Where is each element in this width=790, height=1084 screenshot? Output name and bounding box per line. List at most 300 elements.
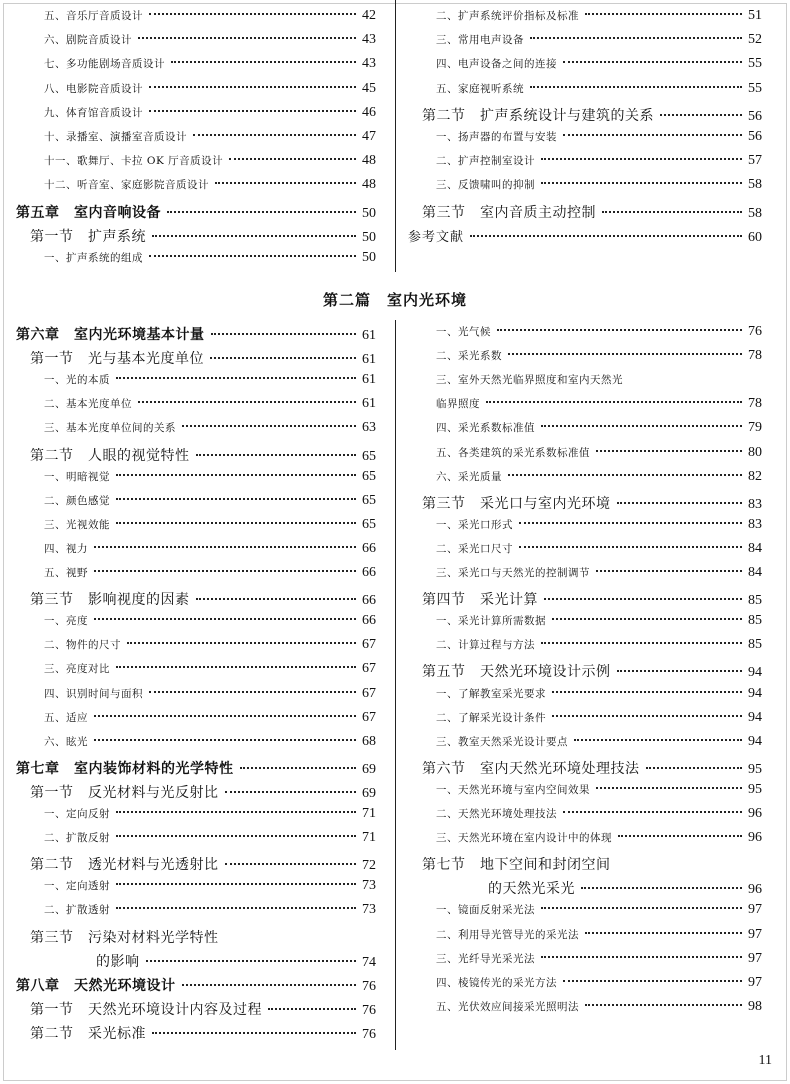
toc-entry[interactable] bbox=[408, 710, 762, 726]
toc-entry[interactable] bbox=[16, 951, 376, 971]
dot-leader bbox=[660, 114, 742, 116]
toc-entry[interactable] bbox=[408, 129, 762, 145]
toc-entry-page: 45 bbox=[362, 80, 376, 96]
toc-entry-title: 四、采光系数标准值 bbox=[436, 422, 535, 435]
toc-entry-page: 58 bbox=[748, 177, 762, 193]
dot-leader bbox=[149, 13, 356, 15]
toc-entry-page: 76 bbox=[748, 324, 762, 339]
dot-leader bbox=[617, 670, 743, 672]
dot-leader bbox=[149, 255, 356, 257]
toc-entry-title: 一、天然光环境与室内空间效果 bbox=[436, 783, 590, 796]
toc-entry-page: 74 bbox=[362, 954, 376, 970]
toc-entry[interactable] bbox=[16, 661, 376, 677]
toc-entry-page: 63 bbox=[362, 420, 376, 436]
toc-entry[interactable] bbox=[16, 589, 376, 609]
toc-entry[interactable] bbox=[408, 661, 762, 681]
toc-entry[interactable] bbox=[16, 1023, 376, 1043]
toc-entry-title: 四、棱镜传光的采光方法 bbox=[436, 976, 557, 989]
toc-entry-page: 84 bbox=[748, 565, 762, 580]
toc-entry[interactable] bbox=[408, 493, 762, 513]
toc-entry[interactable] bbox=[408, 854, 762, 874]
toc-entry[interactable] bbox=[408, 8, 762, 24]
toc-entry[interactable] bbox=[16, 420, 376, 436]
toc-entry-page: 51 bbox=[748, 8, 762, 23]
toc-entry-title: 二、采光口尺寸 bbox=[436, 542, 513, 555]
toc-entry-title: 第四节 采光计算 bbox=[422, 592, 538, 609]
toc-entry[interactable] bbox=[408, 517, 762, 533]
toc-entry[interactable] bbox=[408, 32, 762, 48]
toc-entry-title: 一、定向透射 bbox=[44, 880, 110, 893]
toc-entry-title: 第三节 影响视度的因素 bbox=[30, 592, 190, 609]
toc-entry[interactable] bbox=[16, 129, 376, 145]
toc-entry[interactable] bbox=[408, 878, 762, 898]
toc-entry-title: 三、基本光度单位间的关系 bbox=[44, 422, 176, 435]
dot-leader bbox=[127, 642, 356, 644]
dot-leader bbox=[596, 450, 742, 452]
toc-entry-title: 第三节 采光口与室内光环境 bbox=[422, 495, 611, 512]
toc-entry-page: 65 bbox=[362, 468, 376, 484]
toc-entry-title: 三、光纤导光采光法 bbox=[436, 952, 535, 965]
toc-entry[interactable] bbox=[16, 348, 376, 368]
toc-entry-page: 97 bbox=[748, 902, 762, 918]
toc-entry[interactable] bbox=[16, 999, 376, 1019]
dot-leader bbox=[563, 134, 742, 136]
toc-entry[interactable] bbox=[16, 686, 376, 702]
toc-entry[interactable] bbox=[16, 565, 376, 581]
toc-entry[interactable] bbox=[408, 105, 762, 125]
toc-entry-title: 的天然光采光 bbox=[488, 881, 575, 898]
toc-entry-page: 94 bbox=[748, 733, 762, 749]
dot-leader bbox=[196, 454, 357, 456]
toc-entry-title: 三、采光口与天然光的控制调节 bbox=[436, 567, 590, 579]
toc-entry[interactable] bbox=[408, 637, 762, 653]
toc-entry-page: 78 bbox=[748, 396, 762, 412]
toc-entry[interactable] bbox=[16, 324, 376, 344]
toc-entry-title: 六、眩光 bbox=[44, 735, 88, 748]
dot-leader bbox=[196, 598, 357, 600]
toc-entry-page: 80 bbox=[748, 444, 762, 460]
toc-entry-page: 76 bbox=[362, 978, 376, 994]
toc-entry-title: 一、采光口形式 bbox=[436, 518, 513, 531]
toc-entry-title: 四、视力 bbox=[44, 542, 88, 555]
dot-leader bbox=[149, 110, 356, 112]
toc-entry[interactable] bbox=[16, 469, 376, 485]
toc-entry[interactable] bbox=[408, 613, 762, 629]
toc-entry-title: 六、采光质量 bbox=[436, 470, 502, 483]
toc-entry[interactable] bbox=[16, 710, 376, 726]
toc-entry[interactable] bbox=[408, 372, 762, 387]
dot-leader bbox=[519, 546, 742, 548]
toc-entry-page: 61 bbox=[362, 372, 376, 388]
toc-entry[interactable] bbox=[16, 202, 376, 222]
toc-entry[interactable] bbox=[16, 81, 376, 97]
toc-entry[interactable] bbox=[16, 396, 376, 412]
toc-entry-title: 一、亮度 bbox=[44, 615, 88, 628]
toc-entry[interactable] bbox=[16, 250, 376, 266]
toc-entry[interactable] bbox=[16, 226, 376, 246]
toc-entry[interactable] bbox=[16, 975, 376, 995]
toc-entry-title: 一、采光计算所需数据 bbox=[436, 615, 546, 628]
toc-entry-page: 76 bbox=[362, 1026, 376, 1042]
dot-leader bbox=[116, 522, 356, 524]
toc-entry-page: 48 bbox=[362, 153, 376, 169]
toc-entry-title: 二、颜色感觉 bbox=[44, 494, 110, 507]
toc-entry-page: 67 bbox=[362, 685, 376, 701]
part-title: 第二篇 室内光环境 bbox=[322, 291, 467, 309]
toc-entry-page: 66 bbox=[362, 593, 376, 609]
toc-entry-page: 85 bbox=[748, 637, 762, 653]
toc-entry-page: 43 bbox=[362, 32, 376, 48]
dot-leader bbox=[116, 907, 356, 909]
toc-entry[interactable] bbox=[408, 469, 762, 485]
toc-entry-page: 94 bbox=[748, 685, 762, 701]
toc-entry-page: 42 bbox=[362, 8, 376, 23]
dot-leader bbox=[596, 570, 742, 572]
toc-entry-page: 73 bbox=[362, 902, 376, 918]
dot-leader bbox=[617, 502, 743, 504]
toc-entry[interactable] bbox=[408, 56, 762, 72]
toc-entry-title: 第二节 透光材料与光透射比 bbox=[30, 857, 219, 874]
toc-entry[interactable] bbox=[16, 372, 376, 388]
dot-leader bbox=[470, 235, 742, 237]
toc-entry-title: 第二节 扩声系统设计与建筑的关系 bbox=[422, 107, 654, 124]
toc-entry-title: 五、音乐厅音质设计 bbox=[44, 10, 143, 22]
toc-entry-page: 58 bbox=[748, 205, 762, 221]
toc-entry-page: 61 bbox=[362, 396, 376, 412]
toc-entry-title: 六、剧院音质设计 bbox=[44, 34, 132, 47]
toc-entry-title: 一、扩声系统的组成 bbox=[44, 252, 143, 264]
toc-entry[interactable] bbox=[16, 445, 376, 465]
toc-entry[interactable] bbox=[408, 348, 762, 364]
dot-leader bbox=[541, 642, 742, 644]
toc-entry-title: 第一节 光与基本光度单位 bbox=[30, 351, 204, 368]
dot-leader bbox=[563, 980, 742, 982]
toc-entry[interactable] bbox=[408, 951, 762, 967]
toc-entry-title: 五、视野 bbox=[44, 567, 88, 579]
dot-leader bbox=[581, 887, 742, 889]
toc-entry-title: 二、扩散透射 bbox=[44, 904, 110, 917]
toc-entry-title: 一、镜面反射采光法 bbox=[436, 904, 535, 917]
toc-entry-page: 68 bbox=[362, 733, 376, 749]
toc-entry[interactable] bbox=[16, 927, 376, 947]
toc-entry-page: 50 bbox=[362, 205, 376, 221]
dot-leader bbox=[182, 984, 357, 986]
toc-entry[interactable] bbox=[408, 975, 762, 991]
toc-entry-title: 三、天然光环境在室内设计中的体现 bbox=[436, 832, 612, 845]
toc-entry-page: 60 bbox=[748, 229, 762, 245]
toc-entry[interactable] bbox=[408, 565, 762, 581]
dot-leader bbox=[225, 863, 357, 865]
toc-entry-title: 二、了解采光设计条件 bbox=[436, 711, 546, 724]
toc-entry[interactable] bbox=[408, 806, 762, 822]
toc-entry-page: 97 bbox=[748, 974, 762, 990]
toc-entry[interactable] bbox=[408, 782, 762, 798]
toc-entry-title: 二、扩散反射 bbox=[44, 832, 110, 845]
dot-leader bbox=[508, 474, 742, 476]
dot-leader bbox=[215, 182, 356, 184]
dot-leader bbox=[497, 329, 742, 331]
dot-leader bbox=[146, 960, 357, 962]
toc-entry-page: 69 bbox=[362, 785, 376, 801]
toc-entry-page: 85 bbox=[748, 593, 762, 609]
toc-entry-title: 一、定向反射 bbox=[44, 808, 110, 820]
dot-leader bbox=[138, 401, 356, 403]
toc-entry-page: 97 bbox=[748, 926, 762, 942]
toc-entry-title: 第八章 天然光环境设计 bbox=[16, 977, 176, 994]
dot-leader bbox=[94, 715, 356, 717]
toc-entry[interactable] bbox=[408, 541, 762, 557]
toc-entry-page: 73 bbox=[362, 878, 376, 894]
toc-entry[interactable] bbox=[408, 396, 762, 412]
toc-entry-page: 46 bbox=[362, 104, 376, 120]
toc-entry[interactable] bbox=[16, 734, 376, 750]
toc-entry-page: 94 bbox=[748, 665, 762, 681]
dot-leader bbox=[149, 691, 356, 693]
toc-entry-title: 二、扩声控制室设计 bbox=[436, 155, 535, 168]
toc-entry-title: 三、亮度对比 bbox=[44, 663, 110, 676]
toc-entry-title: 一、光气候 bbox=[436, 326, 491, 338]
toc-entry-title: 一、了解教室采光要求 bbox=[436, 687, 546, 700]
toc-entry-title: 一、明暗视觉 bbox=[44, 470, 110, 483]
toc-entry[interactable] bbox=[16, 806, 376, 822]
dot-leader bbox=[268, 1008, 356, 1010]
toc-entry-title: 四、电声设备之间的连接 bbox=[436, 58, 557, 71]
toc-entry-page: 96 bbox=[748, 806, 762, 821]
toc-entry[interactable] bbox=[408, 420, 762, 436]
toc-entry-page: 94 bbox=[748, 709, 762, 725]
toc-entry-page: 55 bbox=[748, 56, 762, 72]
toc-entry[interactable] bbox=[16, 153, 376, 169]
dot-leader bbox=[541, 425, 742, 427]
toc-entry[interactable] bbox=[408, 324, 762, 340]
toc-entry-title: 第五节 天然光环境设计示例 bbox=[422, 664, 611, 681]
toc-entry-page: 78 bbox=[748, 348, 762, 364]
toc-entry[interactable] bbox=[408, 927, 762, 943]
toc-entry-page: 67 bbox=[362, 709, 376, 725]
toc-entry-page: 83 bbox=[748, 496, 762, 512]
toc-entry[interactable] bbox=[16, 878, 376, 894]
dot-leader bbox=[596, 787, 742, 789]
toc-entry[interactable] bbox=[408, 202, 762, 222]
toc-entry[interactable] bbox=[408, 830, 762, 846]
dot-leader bbox=[152, 1032, 356, 1034]
toc-entry-page: 61 bbox=[362, 328, 376, 343]
toc-entry[interactable] bbox=[408, 153, 762, 169]
toc-entry[interactable] bbox=[16, 493, 376, 509]
toc-entry[interactable] bbox=[408, 445, 762, 461]
dot-leader bbox=[116, 811, 356, 813]
toc-entry[interactable] bbox=[408, 226, 762, 246]
toc-entry-page: 97 bbox=[748, 950, 762, 966]
dot-leader bbox=[541, 158, 742, 160]
toc-entry-title: 七、多功能剧场音质设计 bbox=[44, 58, 165, 71]
toc-entry-page: 52 bbox=[748, 32, 762, 48]
dot-leader bbox=[94, 570, 356, 572]
toc-entry-page: 43 bbox=[362, 56, 376, 72]
dot-leader bbox=[541, 956, 742, 958]
dot-leader bbox=[530, 86, 742, 88]
toc-entry[interactable] bbox=[16, 8, 376, 24]
toc-entry-title: 二、采光系数 bbox=[436, 350, 502, 363]
toc-entry-title: 二、天然光环境处理技法 bbox=[436, 808, 557, 820]
toc-entry-page: 61 bbox=[362, 352, 376, 368]
toc-entry-title: 二、计算过程与方法 bbox=[436, 639, 535, 652]
toc-entry[interactable] bbox=[16, 758, 376, 778]
toc-entry-title: 第七节 地下空间和封闭空间 bbox=[422, 857, 611, 874]
toc-entry[interactable] bbox=[16, 105, 376, 121]
dot-leader bbox=[211, 333, 357, 335]
toc-entry-page: 95 bbox=[748, 761, 762, 777]
dot-leader bbox=[602, 211, 742, 213]
toc-entry-page: 67 bbox=[362, 637, 376, 653]
toc-entry-title: 十二、听音室、家庭影院音质设计 bbox=[44, 179, 209, 192]
toc-entry-title: 第七章 室内装饰材料的光学特性 bbox=[16, 760, 234, 777]
toc-entry-title: 第五章 室内音响设备 bbox=[16, 204, 161, 221]
toc-entry-title: 三、教室天然采光设计要点 bbox=[436, 735, 568, 748]
dot-leader bbox=[116, 498, 356, 500]
toc-entry-page: 55 bbox=[748, 80, 762, 96]
toc-entry-title: 四、识别时间与面积 bbox=[44, 687, 143, 700]
toc-entry-title: 五、各类建筑的采光系数标准值 bbox=[436, 446, 590, 459]
dot-leader bbox=[541, 907, 742, 909]
toc-entry-page: 71 bbox=[362, 830, 376, 846]
toc-entry[interactable] bbox=[16, 517, 376, 533]
toc-entry[interactable] bbox=[16, 782, 376, 802]
dot-leader bbox=[116, 666, 356, 668]
dot-leader bbox=[116, 377, 356, 379]
toc-entry-page: 65 bbox=[362, 516, 376, 532]
toc-entry-page: 72 bbox=[362, 858, 376, 874]
dot-leader bbox=[167, 211, 356, 213]
toc-entry-title: 第一节 反光材料与光反射比 bbox=[30, 784, 219, 801]
toc-entry-title: 参考文献 bbox=[408, 229, 465, 245]
toc-entry[interactable] bbox=[16, 854, 376, 874]
toc-entry[interactable] bbox=[16, 32, 376, 48]
toc-entry-title: 一、光的本质 bbox=[44, 374, 110, 387]
dot-leader bbox=[94, 739, 356, 741]
toc-entry-title: 五、家庭视听系统 bbox=[436, 82, 524, 95]
dot-leader bbox=[519, 522, 742, 524]
toc-entry-page: 47 bbox=[362, 129, 376, 144]
dot-leader bbox=[552, 715, 742, 717]
dot-leader bbox=[646, 767, 743, 769]
toc-entry[interactable] bbox=[408, 734, 762, 750]
dot-leader bbox=[508, 353, 742, 355]
dot-leader bbox=[585, 932, 742, 934]
toc-entry-page: 82 bbox=[748, 468, 762, 484]
toc-entry-title: 九、体育馆音质设计 bbox=[44, 106, 143, 119]
toc-entry[interactable] bbox=[408, 902, 762, 918]
column-divider-top bbox=[395, 0, 396, 272]
dot-leader bbox=[585, 13, 742, 15]
toc-entry-page: 48 bbox=[362, 177, 376, 193]
toc-entry-page: 76 bbox=[362, 1002, 376, 1018]
toc-entry-page: 66 bbox=[362, 613, 376, 629]
toc-entry-page: 66 bbox=[362, 540, 376, 556]
toc-entry-page: 65 bbox=[362, 448, 376, 464]
toc-entry[interactable] bbox=[408, 999, 762, 1015]
toc-entry-page: 98 bbox=[748, 998, 762, 1014]
toc-entry[interactable] bbox=[408, 686, 762, 702]
toc-entry-title: 一、扬声器的布置与安装 bbox=[436, 131, 557, 143]
toc-entry-page: 56 bbox=[748, 108, 762, 124]
dot-leader bbox=[193, 134, 356, 136]
toc-entry-title: 十一、歌舞厅、卡拉 OK 厅音质设计 bbox=[44, 155, 224, 168]
toc-entry-page: 79 bbox=[748, 420, 762, 436]
toc-entry-title: 第三节 室内音质主动控制 bbox=[422, 204, 596, 221]
dot-leader bbox=[225, 791, 357, 793]
toc-entry-page: 56 bbox=[748, 129, 762, 144]
toc-entry-title: 二、利用导光管导光的采光法 bbox=[436, 928, 579, 941]
toc-entry[interactable] bbox=[16, 56, 376, 72]
toc-entry-title: 三、光视效能 bbox=[44, 518, 110, 531]
toc-entry[interactable] bbox=[16, 637, 376, 653]
dot-leader bbox=[563, 811, 742, 813]
toc-entry-page: 50 bbox=[362, 250, 376, 265]
toc-entry[interactable] bbox=[16, 541, 376, 557]
toc-entry-page: 71 bbox=[362, 806, 376, 821]
toc-entry[interactable] bbox=[16, 830, 376, 846]
toc-entry[interactable] bbox=[408, 81, 762, 97]
toc-entry-title: 十、录播室、演播室音质设计 bbox=[44, 131, 187, 143]
dot-leader bbox=[116, 474, 356, 476]
toc-entry-title: 二、扩声系统评价指标及标准 bbox=[436, 10, 579, 22]
dot-leader bbox=[116, 835, 356, 837]
toc-entry[interactable] bbox=[408, 589, 762, 609]
toc-entry-title: 的影响 bbox=[96, 953, 140, 970]
dot-leader bbox=[94, 546, 356, 548]
toc-entry-title: 第一节 扩声系统 bbox=[30, 228, 146, 245]
toc-entry-page: 83 bbox=[748, 516, 762, 532]
toc-entry-page: 69 bbox=[362, 761, 376, 777]
toc-entry[interactable] bbox=[408, 177, 762, 193]
toc-entry-page: 66 bbox=[362, 565, 376, 580]
toc-entry-page: 57 bbox=[748, 153, 762, 169]
toc-entry-title: 第六节 室内天然光环境处理技法 bbox=[422, 760, 640, 777]
toc-entry-title: 五、适应 bbox=[44, 711, 88, 724]
toc-entry-page: 84 bbox=[748, 540, 762, 556]
toc-entry[interactable] bbox=[16, 902, 376, 918]
toc-entry-page: 65 bbox=[362, 492, 376, 508]
toc-entry-title: 二、物件的尺寸 bbox=[44, 639, 121, 652]
toc-entry[interactable] bbox=[16, 177, 376, 193]
toc-entry[interactable] bbox=[16, 613, 376, 629]
dot-leader bbox=[240, 767, 357, 769]
toc-entry-page: 95 bbox=[748, 781, 762, 797]
toc-entry-title: 三、常用电声设备 bbox=[436, 34, 524, 47]
dot-leader bbox=[171, 61, 356, 63]
toc-entry[interactable] bbox=[408, 758, 762, 778]
toc-entry-title: 第二节 人眼的视觉特性 bbox=[30, 447, 190, 464]
dot-leader bbox=[138, 37, 356, 39]
toc-entry-title: 八、电影院音质设计 bbox=[44, 82, 143, 95]
toc-entry-page: 96 bbox=[748, 830, 762, 846]
dot-leader bbox=[94, 618, 356, 620]
dot-leader bbox=[552, 618, 742, 620]
toc-entry-title: 二、基本光度单位 bbox=[44, 398, 132, 411]
dot-leader bbox=[585, 1004, 742, 1006]
toc-entry-title: 临界照度 bbox=[436, 398, 480, 411]
dot-leader bbox=[563, 61, 742, 63]
column-divider-bottom bbox=[395, 320, 396, 1050]
dot-leader bbox=[116, 883, 356, 885]
dot-leader bbox=[229, 158, 356, 160]
toc-entry-title: 第六章 室内光环境基本计量 bbox=[16, 327, 205, 343]
dot-leader bbox=[149, 86, 356, 88]
toc-entry-title: 第二节 采光标准 bbox=[30, 1025, 146, 1042]
toc-entry-page: 96 bbox=[748, 882, 762, 898]
toc-entry-title: 三、室外天然光临界照度和室内天然光 bbox=[436, 374, 623, 387]
